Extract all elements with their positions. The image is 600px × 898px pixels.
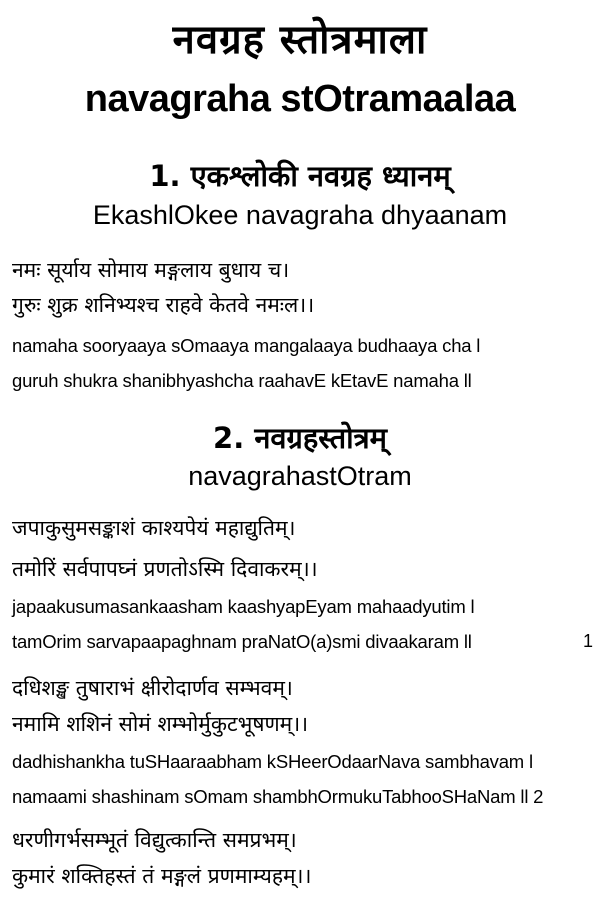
section-1-heading-transliteration: EkashlOkee navagraha dhyaanam: [92, 200, 508, 230]
section-1-transliteration-line-2: guruh shukra shanibhyashcha raahavE kEtavE namaha ll: [12, 370, 472, 391]
verse-1-transliteration-line-1: japaakusumasankaasham kaashyapEyam mahaadyutim l: [12, 596, 475, 617]
verse-1-number: 1: [583, 631, 594, 651]
verse-3-devanagari-line-1: धरणीगर्भसम्भूतं विद्युत्कान्ति समप्रभम्।: [12, 828, 297, 852]
title-devanagari: नवग्रह स्तोत्रमाला: [172, 17, 428, 63]
title-transliteration: navagraha stOtramaalaa: [84, 78, 516, 120]
verse-2-transliteration-line-2: namaami shashinam sOmam shambhOrmukuTabhooSHaNam ll 2: [12, 786, 544, 807]
verse-2-devanagari-line-2: नमामि शशिनं सोमं शम्भोर्मुकुटभूषणम्।।: [12, 712, 309, 736]
section-2-heading-transliteration: navagrahastOtram: [188, 461, 412, 491]
section-1-heading-devanagari: 1. एकश्लोकी नवग्रह ध्यानम्: [149, 159, 451, 193]
verse-3-devanagari-line-2: कुमारं शक्तिहस्तं तं मङ्गलं प्रणमाम्यहम्।।: [12, 864, 312, 888]
verse-2-devanagari-line-1: दधिशङ्ख तुषाराभं क्षीरोदार्णव सम्भवम्।: [12, 676, 293, 700]
verse-1-devanagari-line-1: जपाकुसुमसङ्काशं काश्यपेयं महाद्युतिम्।: [12, 516, 296, 540]
section-1-devanagari-line-2: गुरुः शुक्र शनिभ्यश्च राहवे केतवे नमःल।।: [12, 293, 315, 317]
section-1-devanagari-line-1: नमः सूर्याय सोमाय मङ्गलाय बुधाय च।: [12, 258, 290, 282]
verse-1-devanagari-line-2: तमोरिं सर्वपापघ्नं प्रणतोऽस्मि दिवाकरम्।।: [12, 557, 318, 581]
verse-1-transliteration-line-2: tamOrim sarvapaapaghnam praNatO(a)smi divaakaram ll: [12, 631, 472, 652]
verse-2-transliteration-line-1: dadhishankha tuSHaaraabham kSHeerOdaarNava sambhavam l: [12, 751, 533, 772]
section-1-transliteration-line-1: namaha sooryaaya sOmaaya mangalaaya budhaaya cha l: [12, 335, 481, 356]
section-2-heading-devanagari: 2. नवग्रहस्तोत्रम्: [213, 421, 387, 455]
